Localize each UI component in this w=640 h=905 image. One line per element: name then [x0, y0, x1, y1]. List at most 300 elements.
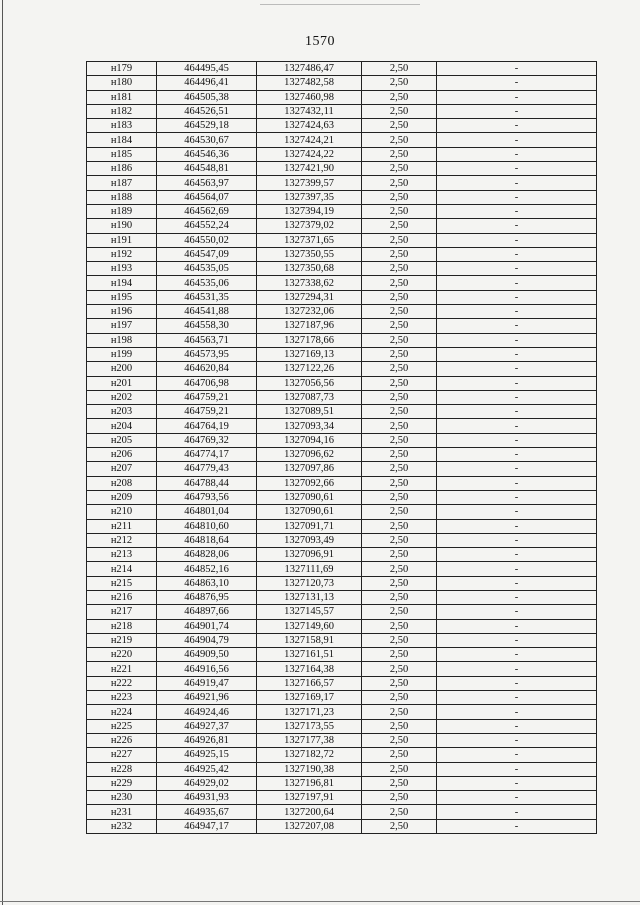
- y-coordinate-cell: 1327379,02: [257, 219, 362, 233]
- y-coordinate-cell: 1327096,91: [257, 548, 362, 562]
- y-coordinate-cell: 1327482,58: [257, 76, 362, 90]
- precision-cell: 2,50: [362, 819, 437, 833]
- precision-cell: 2,50: [362, 505, 437, 519]
- table-row: [87, 562, 597, 576]
- table-row: [87, 305, 597, 319]
- point-id-cell: н186: [87, 162, 157, 176]
- y-coordinate-cell: 1327399,57: [257, 176, 362, 190]
- x-coordinate-cell: 464562,69: [157, 204, 257, 218]
- y-coordinate-cell: 1327149,60: [257, 619, 362, 633]
- point-id-cell: н224: [87, 705, 157, 719]
- precision-cell: 2,50: [362, 305, 437, 319]
- y-coordinate-cell: 1327171,23: [257, 705, 362, 719]
- point-id-cell: н216: [87, 590, 157, 604]
- x-coordinate-cell: 464563,97: [157, 176, 257, 190]
- x-coordinate-cell: 464897,66: [157, 605, 257, 619]
- x-coordinate-cell: 464531,35: [157, 290, 257, 304]
- precision-cell: 2,50: [362, 119, 437, 133]
- x-coordinate-cell: 464564,07: [157, 190, 257, 204]
- point-id-cell: н208: [87, 476, 157, 490]
- note-cell: -: [437, 505, 597, 519]
- y-coordinate-cell: 1327338,62: [257, 276, 362, 290]
- precision-cell: 2,50: [362, 762, 437, 776]
- y-coordinate-cell: 1327200,64: [257, 805, 362, 819]
- x-coordinate-cell: 464764,19: [157, 419, 257, 433]
- point-id-cell: н189: [87, 204, 157, 218]
- table-row: [87, 462, 597, 476]
- note-cell: -: [437, 204, 597, 218]
- x-coordinate-cell: 464530,67: [157, 133, 257, 147]
- x-coordinate-cell: 464904,79: [157, 633, 257, 647]
- table-row: [87, 791, 597, 805]
- precision-cell: 2,50: [362, 233, 437, 247]
- x-coordinate-cell: 464550,02: [157, 233, 257, 247]
- note-cell: -: [437, 190, 597, 204]
- note-cell: -: [437, 462, 597, 476]
- y-coordinate-cell: 1327173,55: [257, 719, 362, 733]
- table-row: [87, 262, 597, 276]
- precision-cell: 2,50: [362, 719, 437, 733]
- x-coordinate-cell: 464801,04: [157, 505, 257, 519]
- x-coordinate-cell: 464909,50: [157, 648, 257, 662]
- x-coordinate-cell: 464818,64: [157, 533, 257, 547]
- precision-cell: 2,50: [362, 648, 437, 662]
- table-row: [87, 104, 597, 118]
- x-coordinate-cell: 464925,42: [157, 762, 257, 776]
- x-coordinate-cell: 464505,38: [157, 90, 257, 104]
- point-id-cell: н221: [87, 662, 157, 676]
- note-cell: -: [437, 476, 597, 490]
- y-coordinate-cell: 1327097,86: [257, 462, 362, 476]
- point-id-cell: н204: [87, 419, 157, 433]
- precision-cell: 2,50: [362, 462, 437, 476]
- precision-cell: 2,50: [362, 448, 437, 462]
- table-row: [87, 62, 597, 76]
- point-id-cell: н210: [87, 505, 157, 519]
- x-coordinate-cell: 464935,67: [157, 805, 257, 819]
- point-id-cell: н179: [87, 62, 157, 76]
- x-coordinate-cell: 464774,17: [157, 448, 257, 462]
- precision-cell: 2,50: [362, 362, 437, 376]
- y-coordinate-cell: 1327056,56: [257, 376, 362, 390]
- coordinates-table-body: [87, 62, 597, 834]
- table-row: [87, 433, 597, 447]
- note-cell: -: [437, 533, 597, 547]
- precision-cell: 2,50: [362, 805, 437, 819]
- x-coordinate-cell: 464759,21: [157, 390, 257, 404]
- x-coordinate-cell: 464921,96: [157, 691, 257, 705]
- x-coordinate-cell: 464947,17: [157, 819, 257, 833]
- point-id-cell: н191: [87, 233, 157, 247]
- x-coordinate-cell: 464563,71: [157, 333, 257, 347]
- y-coordinate-cell: 1327294,31: [257, 290, 362, 304]
- y-coordinate-cell: 1327120,73: [257, 576, 362, 590]
- precision-cell: 2,50: [362, 204, 437, 218]
- y-coordinate-cell: 1327432,11: [257, 104, 362, 118]
- precision-cell: 2,50: [362, 133, 437, 147]
- y-coordinate-cell: 1327094,16: [257, 433, 362, 447]
- x-coordinate-cell: 464558,30: [157, 319, 257, 333]
- x-coordinate-cell: 464547,09: [157, 247, 257, 261]
- precision-cell: 2,50: [362, 433, 437, 447]
- point-id-cell: н209: [87, 490, 157, 504]
- x-coordinate-cell: 464769,32: [157, 433, 257, 447]
- precision-cell: 2,50: [362, 162, 437, 176]
- precision-cell: 2,50: [362, 147, 437, 161]
- y-coordinate-cell: 1327371,65: [257, 233, 362, 247]
- y-coordinate-cell: 1327460,98: [257, 90, 362, 104]
- precision-cell: 2,50: [362, 476, 437, 490]
- precision-cell: 2,50: [362, 605, 437, 619]
- note-cell: -: [437, 319, 597, 333]
- scan-bottom-edge: [0, 901, 640, 902]
- y-coordinate-cell: 1327397,35: [257, 190, 362, 204]
- precision-cell: 2,50: [362, 319, 437, 333]
- precision-cell: 2,50: [362, 247, 437, 261]
- x-coordinate-cell: 464916,56: [157, 662, 257, 676]
- table-row: [87, 733, 597, 747]
- precision-cell: 2,50: [362, 676, 437, 690]
- note-cell: -: [437, 562, 597, 576]
- table-row: [87, 576, 597, 590]
- table-row: [87, 776, 597, 790]
- y-coordinate-cell: 1327111,69: [257, 562, 362, 576]
- x-coordinate-cell: 464546,36: [157, 147, 257, 161]
- table-row: [87, 119, 597, 133]
- y-coordinate-cell: 1327178,66: [257, 333, 362, 347]
- precision-cell: 2,50: [362, 176, 437, 190]
- table-row: [87, 90, 597, 104]
- point-id-cell: н181: [87, 90, 157, 104]
- table-row: [87, 548, 597, 562]
- note-cell: -: [437, 676, 597, 690]
- note-cell: -: [437, 519, 597, 533]
- precision-cell: 2,50: [362, 276, 437, 290]
- scan-left-edge: [2, 0, 3, 905]
- y-coordinate-cell: 1327197,91: [257, 791, 362, 805]
- note-cell: -: [437, 362, 597, 376]
- point-id-cell: н227: [87, 748, 157, 762]
- precision-cell: 2,50: [362, 90, 437, 104]
- note-cell: -: [437, 762, 597, 776]
- y-coordinate-cell: 1327122,26: [257, 362, 362, 376]
- point-id-cell: н188: [87, 190, 157, 204]
- table-row: [87, 376, 597, 390]
- point-id-cell: н230: [87, 791, 157, 805]
- point-id-cell: н203: [87, 405, 157, 419]
- note-cell: -: [437, 119, 597, 133]
- x-coordinate-cell: 464535,05: [157, 262, 257, 276]
- point-id-cell: н194: [87, 276, 157, 290]
- x-coordinate-cell: 464927,37: [157, 719, 257, 733]
- precision-cell: 2,50: [362, 262, 437, 276]
- note-cell: -: [437, 548, 597, 562]
- note-cell: -: [437, 733, 597, 747]
- x-coordinate-cell: 464495,45: [157, 62, 257, 76]
- coordinates-table: [86, 61, 597, 834]
- y-coordinate-cell: 1327090,61: [257, 490, 362, 504]
- table-row: [87, 347, 597, 361]
- point-id-cell: н228: [87, 762, 157, 776]
- point-id-cell: н180: [87, 76, 157, 90]
- note-cell: -: [437, 576, 597, 590]
- precision-cell: 2,50: [362, 733, 437, 747]
- point-id-cell: н229: [87, 776, 157, 790]
- y-coordinate-cell: 1327087,73: [257, 390, 362, 404]
- point-id-cell: н182: [87, 104, 157, 118]
- point-id-cell: н183: [87, 119, 157, 133]
- note-cell: -: [437, 633, 597, 647]
- note-cell: -: [437, 433, 597, 447]
- point-id-cell: н197: [87, 319, 157, 333]
- x-coordinate-cell: 464496,41: [157, 76, 257, 90]
- note-cell: -: [437, 347, 597, 361]
- point-id-cell: н192: [87, 247, 157, 261]
- x-coordinate-cell: 464926,81: [157, 733, 257, 747]
- x-coordinate-cell: 464620,84: [157, 362, 257, 376]
- note-cell: -: [437, 219, 597, 233]
- note-cell: -: [437, 305, 597, 319]
- table-row: [87, 219, 597, 233]
- y-coordinate-cell: 1327131,13: [257, 590, 362, 604]
- y-coordinate-cell: 1327190,38: [257, 762, 362, 776]
- y-coordinate-cell: 1327424,21: [257, 133, 362, 147]
- point-id-cell: н220: [87, 648, 157, 662]
- table-row: [87, 633, 597, 647]
- y-coordinate-cell: 1327158,91: [257, 633, 362, 647]
- note-cell: -: [437, 605, 597, 619]
- point-id-cell: н222: [87, 676, 157, 690]
- table-row: [87, 476, 597, 490]
- note-cell: -: [437, 262, 597, 276]
- note-cell: -: [437, 719, 597, 733]
- x-coordinate-cell: 464924,46: [157, 705, 257, 719]
- y-coordinate-cell: 1327486,47: [257, 62, 362, 76]
- y-coordinate-cell: 1327207,08: [257, 819, 362, 833]
- x-coordinate-cell: 464788,44: [157, 476, 257, 490]
- table-row: [87, 247, 597, 261]
- point-id-cell: н187: [87, 176, 157, 190]
- note-cell: -: [437, 791, 597, 805]
- precision-cell: 2,50: [362, 619, 437, 633]
- table-row: [87, 605, 597, 619]
- y-coordinate-cell: 1327232,06: [257, 305, 362, 319]
- table-row: [87, 76, 597, 90]
- table-row: [87, 133, 597, 147]
- table-row: [87, 533, 597, 547]
- precision-cell: 2,50: [362, 705, 437, 719]
- x-coordinate-cell: 464548,81: [157, 162, 257, 176]
- x-coordinate-cell: 464925,15: [157, 748, 257, 762]
- note-cell: -: [437, 276, 597, 290]
- note-cell: -: [437, 490, 597, 504]
- point-id-cell: н202: [87, 390, 157, 404]
- precision-cell: 2,50: [362, 662, 437, 676]
- y-coordinate-cell: 1327090,61: [257, 505, 362, 519]
- note-cell: -: [437, 748, 597, 762]
- x-coordinate-cell: 464919,47: [157, 676, 257, 690]
- table-row: [87, 648, 597, 662]
- precision-cell: 2,50: [362, 791, 437, 805]
- note-cell: -: [437, 805, 597, 819]
- table-row: [87, 619, 597, 633]
- note-cell: -: [437, 90, 597, 104]
- precision-cell: 2,50: [362, 548, 437, 562]
- y-coordinate-cell: 1327169,13: [257, 347, 362, 361]
- point-id-cell: н226: [87, 733, 157, 747]
- y-coordinate-cell: 1327350,68: [257, 262, 362, 276]
- table-row: [87, 705, 597, 719]
- y-coordinate-cell: 1327096,62: [257, 448, 362, 462]
- point-id-cell: н190: [87, 219, 157, 233]
- precision-cell: 2,50: [362, 419, 437, 433]
- note-cell: -: [437, 104, 597, 118]
- point-id-cell: н232: [87, 819, 157, 833]
- point-id-cell: н201: [87, 376, 157, 390]
- x-coordinate-cell: 464810,60: [157, 519, 257, 533]
- point-id-cell: н219: [87, 633, 157, 647]
- point-id-cell: н215: [87, 576, 157, 590]
- table-row: [87, 290, 597, 304]
- x-coordinate-cell: 464535,06: [157, 276, 257, 290]
- table-row: [87, 691, 597, 705]
- precision-cell: 2,50: [362, 390, 437, 404]
- note-cell: -: [437, 662, 597, 676]
- table-row: [87, 819, 597, 833]
- note-cell: -: [437, 776, 597, 790]
- precision-cell: 2,50: [362, 490, 437, 504]
- table-row: [87, 662, 597, 676]
- table-row: [87, 448, 597, 462]
- precision-cell: 2,50: [362, 776, 437, 790]
- x-coordinate-cell: 464828,06: [157, 548, 257, 562]
- y-coordinate-cell: 1327092,66: [257, 476, 362, 490]
- precision-cell: 2,50: [362, 333, 437, 347]
- table-row: [87, 805, 597, 819]
- note-cell: -: [437, 648, 597, 662]
- precision-cell: 2,50: [362, 62, 437, 76]
- table-row: [87, 390, 597, 404]
- x-coordinate-cell: 464573,95: [157, 347, 257, 361]
- table-row: [87, 176, 597, 190]
- table-row: [87, 276, 597, 290]
- precision-cell: 2,50: [362, 748, 437, 762]
- y-coordinate-cell: 1327196,81: [257, 776, 362, 790]
- y-coordinate-cell: 1327166,57: [257, 676, 362, 690]
- x-coordinate-cell: 464929,02: [157, 776, 257, 790]
- precision-cell: 2,50: [362, 562, 437, 576]
- note-cell: -: [437, 133, 597, 147]
- precision-cell: 2,50: [362, 519, 437, 533]
- x-coordinate-cell: 464931,93: [157, 791, 257, 805]
- x-coordinate-cell: 464759,21: [157, 405, 257, 419]
- y-coordinate-cell: 1327091,71: [257, 519, 362, 533]
- x-coordinate-cell: 464552,24: [157, 219, 257, 233]
- x-coordinate-cell: 464706,98: [157, 376, 257, 390]
- table-row: [87, 190, 597, 204]
- table-row: [87, 519, 597, 533]
- table-row: [87, 505, 597, 519]
- point-id-cell: н199: [87, 347, 157, 361]
- point-id-cell: н212: [87, 533, 157, 547]
- table-row: [87, 333, 597, 347]
- x-coordinate-cell: 464779,43: [157, 462, 257, 476]
- x-coordinate-cell: 464541,88: [157, 305, 257, 319]
- note-cell: -: [437, 390, 597, 404]
- table-row: [87, 748, 597, 762]
- precision-cell: 2,50: [362, 691, 437, 705]
- table-row: [87, 419, 597, 433]
- precision-cell: 2,50: [362, 76, 437, 90]
- x-coordinate-cell: 464901,74: [157, 619, 257, 633]
- note-cell: -: [437, 162, 597, 176]
- note-cell: -: [437, 819, 597, 833]
- table-row: [87, 204, 597, 218]
- point-id-cell: н223: [87, 691, 157, 705]
- table-row: [87, 762, 597, 776]
- x-coordinate-cell: 464529,18: [157, 119, 257, 133]
- point-id-cell: н200: [87, 362, 157, 376]
- note-cell: -: [437, 376, 597, 390]
- y-coordinate-cell: 1327177,38: [257, 733, 362, 747]
- x-coordinate-cell: 464852,16: [157, 562, 257, 576]
- precision-cell: 2,50: [362, 633, 437, 647]
- y-coordinate-cell: 1327093,34: [257, 419, 362, 433]
- y-coordinate-cell: 1327421,90: [257, 162, 362, 176]
- table-row: [87, 319, 597, 333]
- precision-cell: 2,50: [362, 290, 437, 304]
- point-id-cell: н205: [87, 433, 157, 447]
- point-id-cell: н207: [87, 462, 157, 476]
- note-cell: -: [437, 619, 597, 633]
- table-row: [87, 162, 597, 176]
- note-cell: -: [437, 76, 597, 90]
- x-coordinate-cell: 464863,10: [157, 576, 257, 590]
- table-row: [87, 490, 597, 504]
- note-cell: -: [437, 247, 597, 261]
- precision-cell: 2,50: [362, 405, 437, 419]
- note-cell: -: [437, 333, 597, 347]
- point-id-cell: н184: [87, 133, 157, 147]
- precision-cell: 2,50: [362, 533, 437, 547]
- note-cell: -: [437, 691, 597, 705]
- note-cell: -: [437, 590, 597, 604]
- point-id-cell: н218: [87, 619, 157, 633]
- y-coordinate-cell: 1327350,55: [257, 247, 362, 261]
- x-coordinate-cell: 464876,95: [157, 590, 257, 604]
- point-id-cell: н196: [87, 305, 157, 319]
- table-row: [87, 147, 597, 161]
- note-cell: -: [437, 448, 597, 462]
- table-row: [87, 676, 597, 690]
- precision-cell: 2,50: [362, 219, 437, 233]
- table-row: [87, 405, 597, 419]
- y-coordinate-cell: 1327394,19: [257, 204, 362, 218]
- scan-top-mark: [260, 4, 420, 5]
- y-coordinate-cell: 1327424,22: [257, 147, 362, 161]
- y-coordinate-cell: 1327424,63: [257, 119, 362, 133]
- table-row: [87, 590, 597, 604]
- precision-cell: 2,50: [362, 347, 437, 361]
- precision-cell: 2,50: [362, 104, 437, 118]
- note-cell: -: [437, 290, 597, 304]
- note-cell: -: [437, 62, 597, 76]
- point-id-cell: н206: [87, 448, 157, 462]
- note-cell: -: [437, 705, 597, 719]
- note-cell: -: [437, 176, 597, 190]
- precision-cell: 2,50: [362, 190, 437, 204]
- page-number: 1570: [305, 34, 335, 49]
